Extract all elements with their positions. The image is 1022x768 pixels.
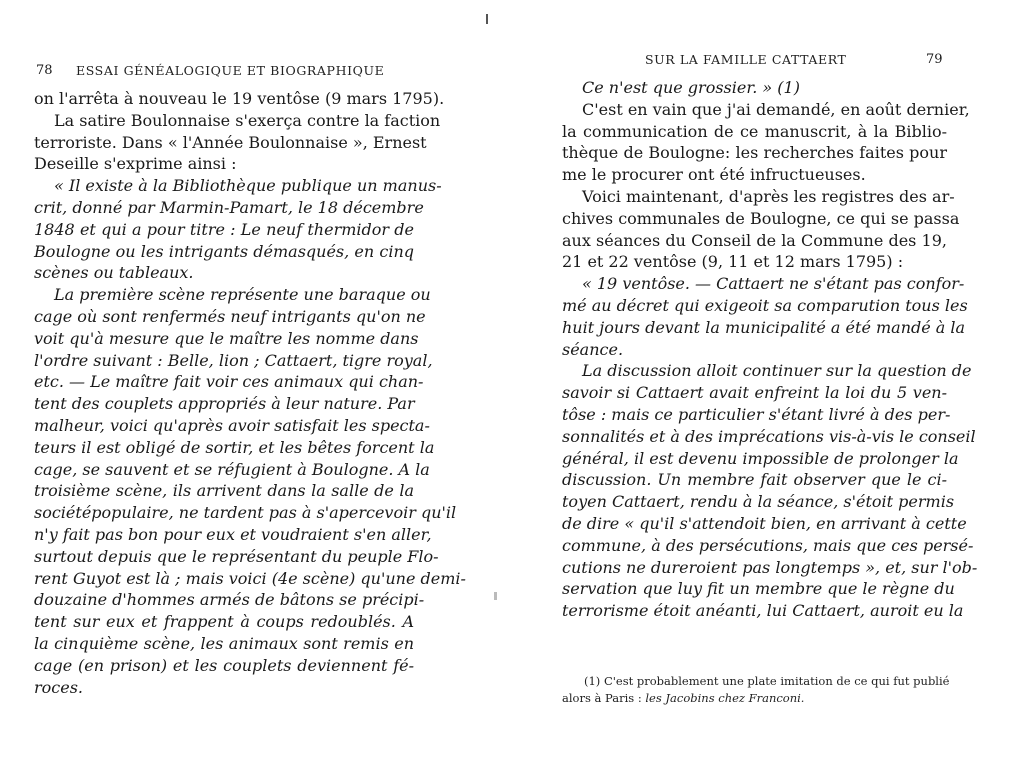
text-line: servation que luy fit un membre que le règne du xyxy=(562,579,955,599)
text-line: crit, donné par Marmin-Pamart, le 18 décembre xyxy=(34,197,424,217)
text-line: roces. xyxy=(34,677,84,697)
text-line: cutions ne dureroient pas longtemps », et, sur l'ob- xyxy=(562,557,978,577)
text-line: cage où sont renfermés neuf intrigants qu'on ne xyxy=(34,306,426,326)
page-number: 78 xyxy=(36,63,53,78)
footnote-title: les Jacobins chez Franconi. xyxy=(645,691,805,705)
text-line: La discussion alloit continuer sur la question de xyxy=(582,361,972,381)
text-line: discussion. Un membre fait observer que le ci- xyxy=(562,470,947,490)
text-line: toyen Cattaert, rendu à la séance, s'étoit permis xyxy=(562,492,955,512)
text-line: scènes ou tableaux. xyxy=(34,263,194,283)
text-line: « Il existe à la Bibliothèque publique un manus- xyxy=(54,176,442,196)
text-line: sociétépopulaire, ne tardent pas à s'apercevoir qu'il xyxy=(34,503,457,523)
text-line: mé au décret qui exigeoit sa comparution tous les xyxy=(562,295,968,315)
text-line: teurs il est obligé de sortir, et les bêtes forcent la xyxy=(34,437,435,457)
text-line: La satire Boulonnaise s'exerça contre la faction xyxy=(54,110,441,130)
text-line: on l'arrêta à nouveau le 19 ventôse (9 mars 1795). xyxy=(34,89,445,108)
text-line: général, il est devenu impossible de prolonger la xyxy=(562,448,959,468)
text-line: thèque de Boulogne: les recherches faites pour xyxy=(562,143,947,163)
text-line: de dire « qu'il s'attendoit bien, en arrivant à cette xyxy=(562,513,967,533)
text-line: C'est en vain que j'ai demandé, en août dernier, xyxy=(582,99,970,119)
footnote-text: alors à Paris : xyxy=(562,691,646,705)
text-line: huit jours devant la municipalité a été mandé à la xyxy=(562,317,966,337)
text-line: surtout depuis que le représentant du peuple Flo- xyxy=(34,546,439,566)
text-line: sonnalités et à des imprécations vis-à-vis le conseil xyxy=(562,426,976,446)
text-line: terrorisme étoit anéanti, lui Cattaert, auroit eu la xyxy=(562,601,964,621)
text-line: « 19 ventôse. — Cattaert ne s'étant pas confor- xyxy=(582,274,965,294)
text-line: savoir si Cattaert avait enfreint la loi du 5 ven- xyxy=(562,383,947,403)
right-page xyxy=(511,0,1022,768)
text-line: commune, à des persécutions, mais que ces persé- xyxy=(562,535,974,555)
body-text xyxy=(34,88,466,698)
text-line: chives communales de Boulogne, ce qui se passa xyxy=(562,208,960,228)
text-line: Deseille s'exprime ainsi : xyxy=(34,154,237,174)
text-line: terroriste. Dans « l'Année Boulonnaise », Ernest xyxy=(34,132,427,152)
running-head: ESSAI GÉNÉALOGIQUE ET BIOGRAPHIQUE xyxy=(76,63,385,78)
text-line: douzaine d'hommes armés de bâtons se précipi- xyxy=(34,590,425,610)
running-head: SUR LA FAMILLE CATTAERT xyxy=(645,52,847,67)
text-line: Ce n'est que grossier. » (1) xyxy=(582,78,800,97)
text-line: etc. — Le maître fait voir ces animaux qui chan- xyxy=(34,372,424,392)
text-line: la communication de ce manuscrit, à la Biblio- xyxy=(562,121,947,141)
text-line: me le procurer ont été infructueuses. xyxy=(562,165,866,185)
text-line: tôse : mais ce particulier s'étant livré à des per- xyxy=(562,404,951,424)
text-line: La première scène représente une baraque ou xyxy=(54,285,431,305)
text-line: troisième scène, ils arrivent dans la salle de la xyxy=(34,481,414,501)
text-line: 21 et 22 ventôse (9, 11 et 12 mars 1795) : xyxy=(562,252,904,272)
text-line: rent Guyot est là ; mais voici (4e scène) qu'une demi- xyxy=(34,568,466,588)
footnote-line xyxy=(562,690,947,707)
text-line: Voici maintenant, d'après les registres des ar- xyxy=(582,186,955,206)
footnote xyxy=(562,673,950,707)
text-line: cage, se sauvent et se réfugient à Boulogne. A la xyxy=(34,459,430,479)
footnote-line: (1) C'est probablement une plate imitation de ce qui fut publié xyxy=(584,674,950,688)
text-line: tent des couplets appropriés à leur nature. Par xyxy=(34,394,415,414)
text-line: cage (en prison) et les couplets deviennent fé- xyxy=(34,655,414,675)
text-line: voit qu'à mesure que le maître les nomme dans xyxy=(34,328,419,348)
text-line: l'ordre suivant : Belle, lion ; Cattaert, tigre royal, xyxy=(34,350,433,370)
text-line: 1848 et qui a pour titre : Le neuf thermidor de xyxy=(34,219,414,239)
text-line: malheur, voici qu'après avoir satisfait les specta- xyxy=(34,415,430,435)
text-line: séance. xyxy=(562,339,624,359)
page-number: 79 xyxy=(926,52,943,67)
body-text xyxy=(562,77,978,622)
text-line: Boulogne ou les intrigants démasqués, en cinq xyxy=(34,241,414,261)
text-line: la cinquième scène, les animaux sont remis en xyxy=(34,633,414,653)
text-line: tent sur eux et frappent à coups redoublés. A xyxy=(34,612,414,632)
text-line: aux séances du Conseil de la Commune des 19, xyxy=(562,230,947,250)
text-line: n'y fait pas bon pour eux et voudraient s'en aller, xyxy=(34,524,432,544)
